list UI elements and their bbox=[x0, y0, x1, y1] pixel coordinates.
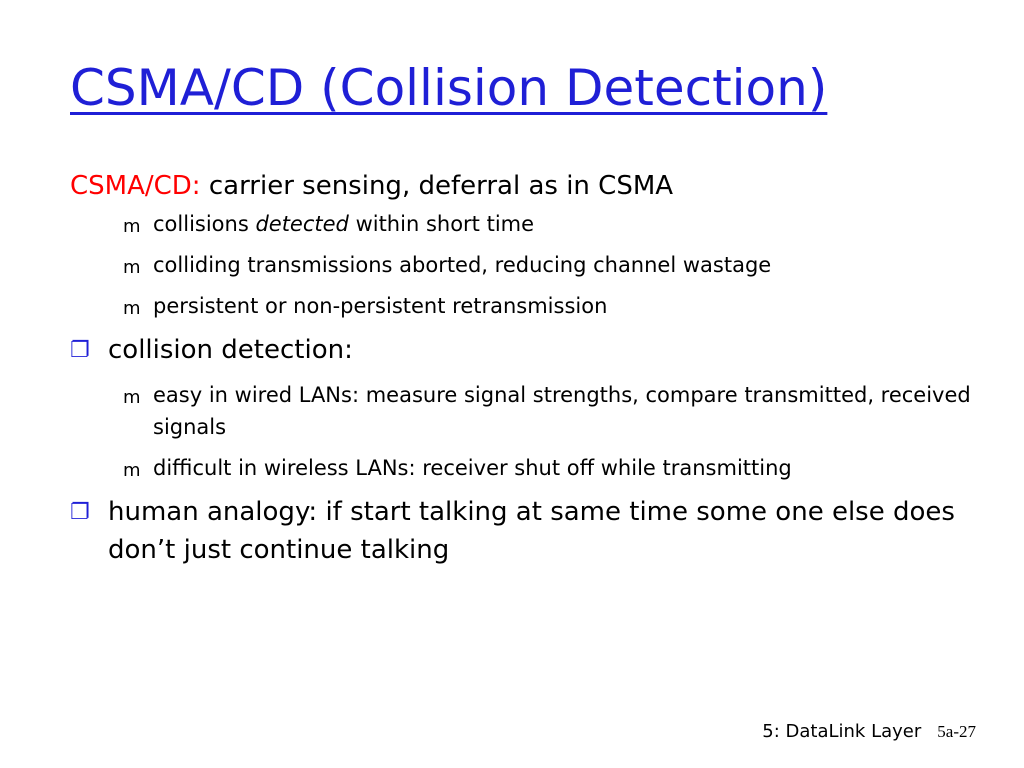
slide-title: CSMA/CD (Collision Detection) bbox=[70, 59, 828, 117]
bullet-text-after: within short time bbox=[348, 212, 535, 236]
bullet-text-before: collisions bbox=[153, 212, 256, 236]
bullet-icon: m bbox=[123, 216, 141, 237]
top-bullet-text: collision detection: bbox=[108, 335, 353, 365]
bullet-icon: m bbox=[123, 460, 141, 481]
bullet-icon: m bbox=[123, 298, 141, 319]
bullet-item bbox=[70, 249, 990, 281]
box-bullet-icon: ❐ bbox=[70, 500, 90, 525]
bullet-item bbox=[70, 290, 990, 322]
intro-label: CSMA/CD: bbox=[70, 171, 201, 201]
bullet-item bbox=[70, 452, 990, 484]
top-bullet-collision bbox=[70, 331, 990, 369]
box-bullet-icon: ❐ bbox=[70, 338, 90, 363]
intro-line bbox=[70, 168, 990, 204]
bullet-icon: m bbox=[123, 257, 141, 278]
bullet-text-emphasis: detected bbox=[255, 212, 349, 236]
bullet-text: difficult in wireless LANs: receiver shut off while transmitting bbox=[153, 456, 792, 480]
bullet-icon: m bbox=[123, 387, 141, 408]
page-number: 5a-27 bbox=[937, 722, 976, 741]
top-bullet-text: human analogy: if start talking at same time some one else does don’t just continue talking bbox=[108, 497, 955, 565]
slide-body bbox=[70, 168, 990, 579]
slide-footer bbox=[762, 720, 976, 744]
top-bullet-analogy bbox=[70, 493, 990, 569]
intro-text: carrier sensing, deferral as in CSMA bbox=[200, 171, 674, 201]
footer-section: 5: DataLink Layer bbox=[762, 721, 922, 742]
bullet-item bbox=[70, 379, 990, 443]
bullet-text: colliding transmissions aborted, reducing channel wastage bbox=[153, 253, 772, 277]
bullet-text: easy in wired LANs: measure signal strengths, compare transmitted, received signals bbox=[153, 383, 971, 439]
bullet-text: persistent or non-persistent retransmission bbox=[153, 294, 608, 318]
bullet-item bbox=[70, 208, 990, 240]
